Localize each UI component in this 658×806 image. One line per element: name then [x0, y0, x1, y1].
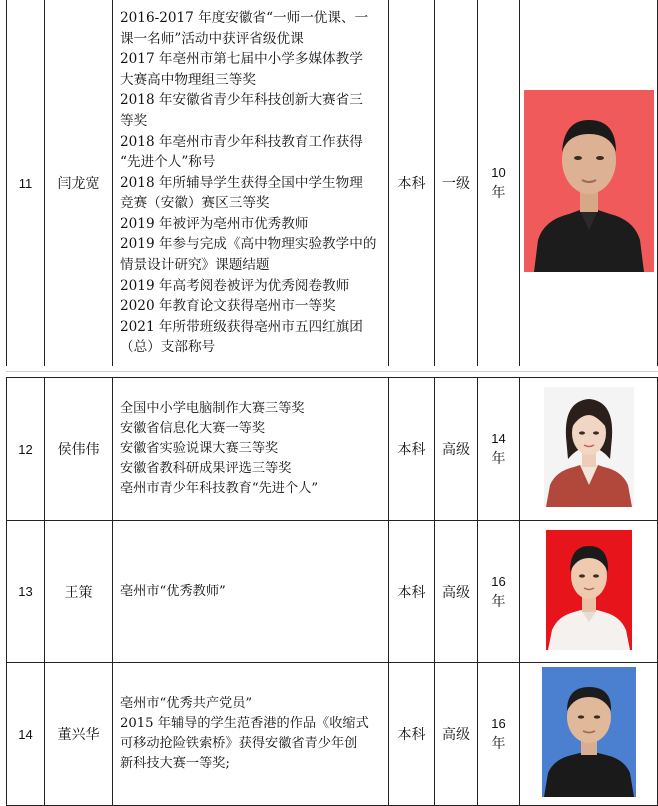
- award-line: 竞赛（安徽）赛区三等奖: [120, 195, 270, 212]
- award-line: 2015 年辅导的学生范香港的作品《收缩式: [120, 716, 369, 731]
- teacher-name: 王策: [45, 521, 113, 663]
- teaching-years: [478, 663, 520, 806]
- title-level: 高级: [435, 521, 478, 663]
- education: 本科: [389, 378, 435, 521]
- teaching-years: [478, 0, 520, 368]
- award-line: 2019 年参与完成《高中物理实验教学中的: [120, 236, 377, 253]
- award-line: 可移动抢险铁索桥》获得安徽省青少年创: [120, 736, 358, 751]
- awards-cell: [113, 0, 389, 368]
- teaching-years: [478, 378, 520, 521]
- years-unit: 年: [491, 185, 506, 201]
- title-level: 高级: [435, 663, 478, 806]
- awards-cell: [113, 663, 389, 806]
- row-number: 11: [7, 0, 45, 368]
- awards-cell: [113, 378, 389, 521]
- award-line: 2019 年高考阅卷被评为优秀阅卷教师: [120, 277, 350, 294]
- education: 本科: [389, 521, 435, 663]
- award-line: “先进个人”称号: [120, 154, 216, 171]
- years-unit: 年: [491, 736, 506, 752]
- teacher-name: 闫龙宽: [45, 0, 113, 368]
- photo-cell: [520, 378, 658, 521]
- teacher-name: 侯伟伟: [45, 378, 113, 521]
- award-line: 2018 年安徽省青少年科技创新大赛省三: [120, 92, 363, 109]
- row-number: 13: [7, 521, 45, 663]
- table-row-11: [7, 0, 658, 368]
- award-line: 2016-2017 年度安徽省“一师一优课、一: [120, 9, 369, 26]
- award-line: 亳州市“优秀共产党员”: [120, 696, 253, 711]
- teacher-table-part2: [6, 377, 658, 806]
- teacher-photo: [544, 387, 634, 507]
- title-level: 高级: [435, 378, 478, 521]
- award-line: （总）支部称号: [120, 339, 216, 356]
- award-line: 2018 年亳州市青少年科技教育工作获得: [120, 133, 363, 150]
- teaching-years: [478, 521, 520, 663]
- award-line: 2020 年教育论文获得亳州市一等奖: [120, 298, 336, 315]
- teacher-name: 董兴华: [45, 663, 113, 806]
- award-line: 安徽省教科研成果评选三等奖: [120, 461, 292, 476]
- award-line: 2019 年被评为亳州市优秀教师: [120, 215, 309, 232]
- award-line: 等奖: [120, 112, 148, 129]
- award-line: 情景设计研究》课题结题: [120, 257, 270, 274]
- award-line: 2018 年所辅导学生获得全国中学生物理: [120, 174, 363, 191]
- years-number: 16: [491, 573, 506, 589]
- award-line: 安徽省信息化大赛一等奖: [120, 421, 266, 436]
- awards-cell: [113, 521, 389, 663]
- photo-cell: [520, 521, 658, 663]
- page-break-line: [6, 371, 658, 372]
- table-row-13: [7, 521, 658, 663]
- years-number: 10: [491, 165, 506, 180]
- award-line: 全国中小学电脑制作大赛三等奖: [120, 401, 305, 416]
- years-number: 14: [491, 431, 506, 446]
- table-row-14: [7, 663, 658, 806]
- row-number: 12: [7, 378, 45, 521]
- award-line: 课一名师”活动中获评省级优课: [120, 30, 304, 47]
- award-line: 大赛高中物理组三等奖: [120, 71, 256, 88]
- award-line: 2017 年亳州市第七届中小学多媒体教学: [120, 51, 363, 68]
- education: 本科: [389, 663, 435, 806]
- award-line: 2021 年所带班级获得亳州市五四红旗团: [120, 318, 363, 335]
- award-line: 亳州市“优秀教师”: [120, 583, 226, 599]
- award-line: 安徽省实验说课大赛三等奖: [120, 441, 279, 456]
- years-unit: 年: [491, 593, 506, 610]
- award-line: 新科技大赛一等奖;: [120, 756, 230, 771]
- photo-cell: [520, 663, 658, 806]
- title-level: 一级: [435, 0, 478, 368]
- teacher-photo: [542, 667, 636, 797]
- award-line: 亳州市青少年科技教育“先进个人”: [120, 481, 319, 496]
- teacher-photo: [546, 530, 632, 650]
- years-number: 16: [491, 716, 506, 731]
- teacher-table-part1: [6, 0, 658, 368]
- row-number: 14: [7, 663, 45, 806]
- photo-cell: [520, 0, 658, 368]
- table-row-12: [7, 378, 658, 521]
- education: 本科: [389, 0, 435, 368]
- years-unit: 年: [491, 451, 506, 467]
- teacher-photo: [524, 90, 654, 272]
